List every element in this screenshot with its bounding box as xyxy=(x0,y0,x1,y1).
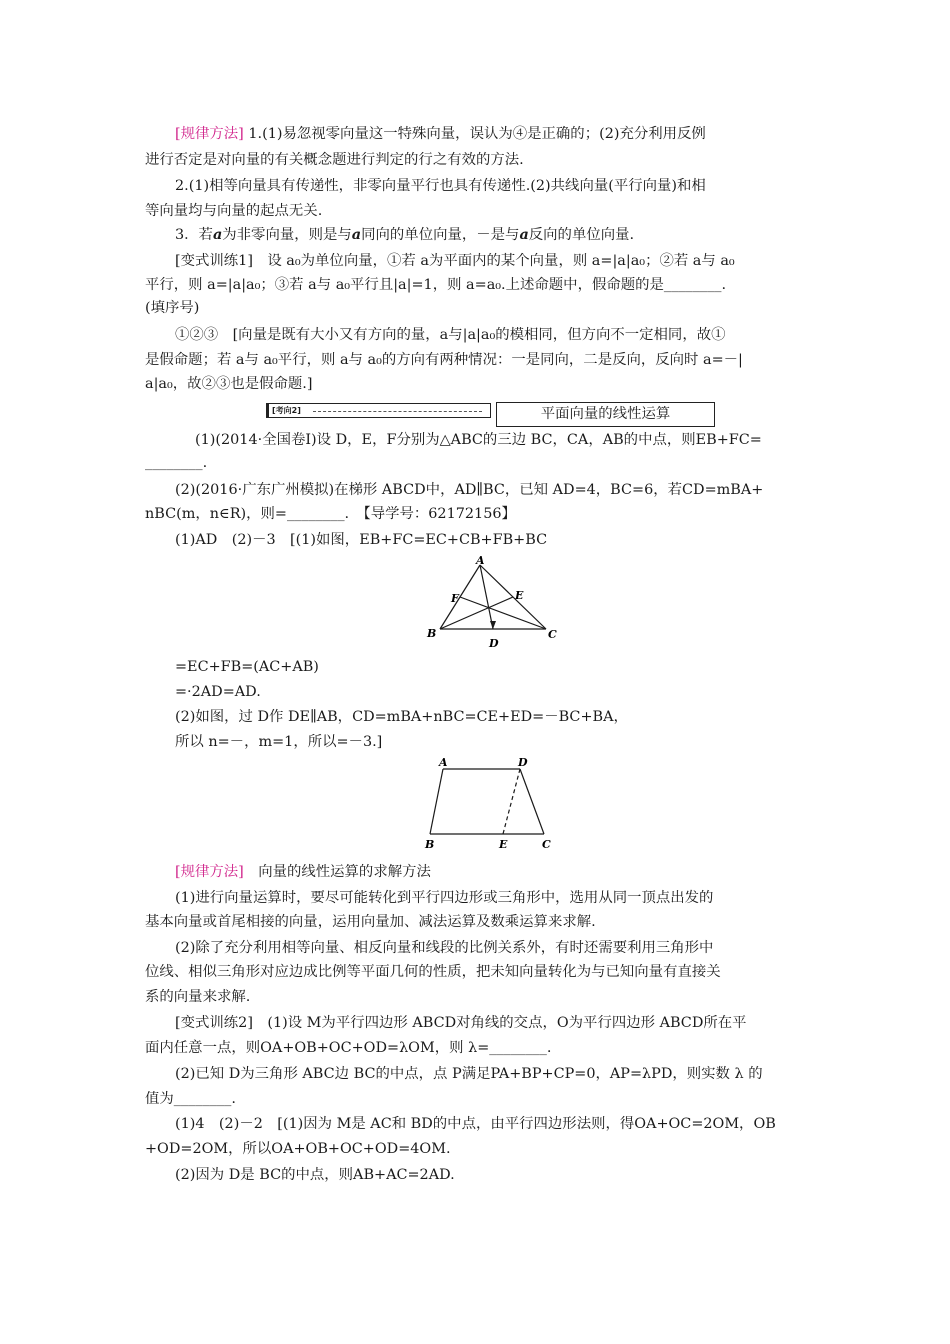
text-line: 面内任意一点，则OA+OB+OC+OD=λOM，则 λ=________. xyxy=(145,1040,552,1056)
text-line: 基本向量或首尾相接的向量，运用向量加、减法运算及数乘运算来求解. xyxy=(145,914,596,930)
text-line: (1)进行向量运算时，要尽可能转化到平行四边形或三角形中，选用从同一顶点出发的 xyxy=(175,890,714,906)
vector-symbol: a xyxy=(212,226,223,243)
text-line: +OD=2OM，所以OA+OB+OC+OD=4OM. xyxy=(145,1141,451,1157)
label-e: E xyxy=(499,838,508,851)
text-line: 等向量均与向量的起点无关. xyxy=(145,203,323,219)
label-b: B xyxy=(425,838,435,851)
text-line: [变式训练1] 设 a₀为单位向量，①若 a为平面内的某个向量，则 a=|a|a₀；②若 a与 a₀ xyxy=(175,253,735,269)
text-line: [变式训练2] (1)设 M为平行四边形 ABCD对角线的交点，O为平行四边形 ABCD所在平 xyxy=(175,1015,747,1031)
text-line: 2.(1)相等向量具有传递性，非零向量平行也具有传递性.(2)共线向量(平行向量)和相 xyxy=(175,178,706,194)
label-b: B xyxy=(427,627,437,640)
text-line: (1)4 (2)－2 [(1)因为 M是 AC和 BD的中点，由平行四边形法则，得OA+OC=2OM，OB xyxy=(175,1116,776,1132)
text-fragment: 3．若 xyxy=(175,227,213,243)
text-fragment: 为非零向量，则是与 xyxy=(222,227,352,243)
text-line: (2)除了充分利用相等向量、相反向量和线段的比例关系外，有时还需要利用三角形中 xyxy=(175,940,714,956)
text-line: (2)因为 D是 BC的中点，则AB+AC=2AD. xyxy=(175,1167,455,1183)
text-line: ________. xyxy=(145,455,208,471)
label-a: A xyxy=(476,555,485,567)
text-line: 位线、相似三角形对应边成比例等平面几何的性质，把未知向量转化为与已知向量有直接关 xyxy=(145,964,721,980)
text-line: =EC+FB=(AC+AB) xyxy=(175,659,319,675)
text-fragment: 反向的单位向量. xyxy=(528,227,635,243)
banner-dash-line xyxy=(313,411,482,412)
text-line: (1)AD (2)－3 [(1)如图，EB+FC=EC+CB+FB+BC xyxy=(175,532,548,548)
vector-symbol: a xyxy=(519,226,529,243)
text-line: a|a₀，故②③也是假命题.] xyxy=(145,376,313,392)
label-c: C xyxy=(548,628,557,641)
banner-left-label: [考向2] xyxy=(272,406,301,415)
label-d: D xyxy=(489,637,499,650)
text-line: 系的向量来求解. xyxy=(145,989,251,1005)
text-line xyxy=(175,225,634,245)
triangle-figure xyxy=(418,555,568,650)
text-line: 1.(1)易忽视零向量这一特殊向量，误认为④是正确的；(2)充分利用反例 xyxy=(248,126,706,142)
text-line: nBC(m，n∈R)，则=________. 【导学号：62172156】 xyxy=(145,506,516,522)
text-line: 值为________. xyxy=(145,1091,236,1107)
text-fragment: 同向的单位向量，－是与 xyxy=(361,227,520,243)
text-line: =·2AD=AD. xyxy=(175,684,261,700)
text-line: 是假命题；若 a与 a₀平行，则 a与 a₀的方向有两种情况：一是同向，二是反向，反向时 a=－| xyxy=(145,352,743,368)
section-banner xyxy=(262,402,715,427)
text-line: ①②③ [向量是既有大小又有方向的量，a与|a|a₀的模相同，但方向不一定相同，故① xyxy=(175,327,726,343)
vector-symbol: a xyxy=(351,226,362,243)
text-line: (2)(2016·广东广州模拟)在梯形 ABCD中，AD∥BC，已知 AD=4，BC=6，若CD=mBA+ xyxy=(175,482,764,498)
text-line: 进行否定是对向量的有关概念题进行判定的行之有效的方法. xyxy=(145,152,524,168)
banner-title: 平面向量的线性运算 xyxy=(496,402,715,427)
text-line: 所以 n=－，m=1，所以=－3.] xyxy=(175,734,383,750)
rule-method-tag: [规律方法] xyxy=(175,864,244,880)
trapezoid-figure xyxy=(420,756,560,851)
text-line: (填序号) xyxy=(145,300,200,316)
text-line: (1)(2014·全国卷Ⅰ)设 D，E，F分别为△ABC的三边 BC，CA，AB的中点，则EB+FC= xyxy=(195,432,762,448)
banner-left-tab xyxy=(266,403,491,418)
label-a: A xyxy=(439,756,448,769)
label-d: D xyxy=(518,756,528,769)
text-line: 平行，则 a=|a|a₀；③若 a与 a₀平行且|a|=1，则 a=a₀.上述命题中，假命题的是________. xyxy=(145,277,727,293)
text-line: 向量的线性运算的求解方法 xyxy=(243,864,431,880)
text-line: (2)已知 D为三角形 ABC边 BC的中点，点 P满足PA+BP+CP=0，AP=λPD，则实数 λ 的 xyxy=(175,1066,763,1082)
rule-method-tag: [规律方法] xyxy=(175,126,244,142)
label-e: E xyxy=(515,589,524,602)
label-c: C xyxy=(542,838,551,851)
text-line: (2)如图，过 D作 DE∥AB，CD=mBA+nBC=CE+ED=－BC+BA， xyxy=(175,709,628,725)
arrow-head-icon xyxy=(490,621,496,629)
label-f: F xyxy=(451,592,459,605)
